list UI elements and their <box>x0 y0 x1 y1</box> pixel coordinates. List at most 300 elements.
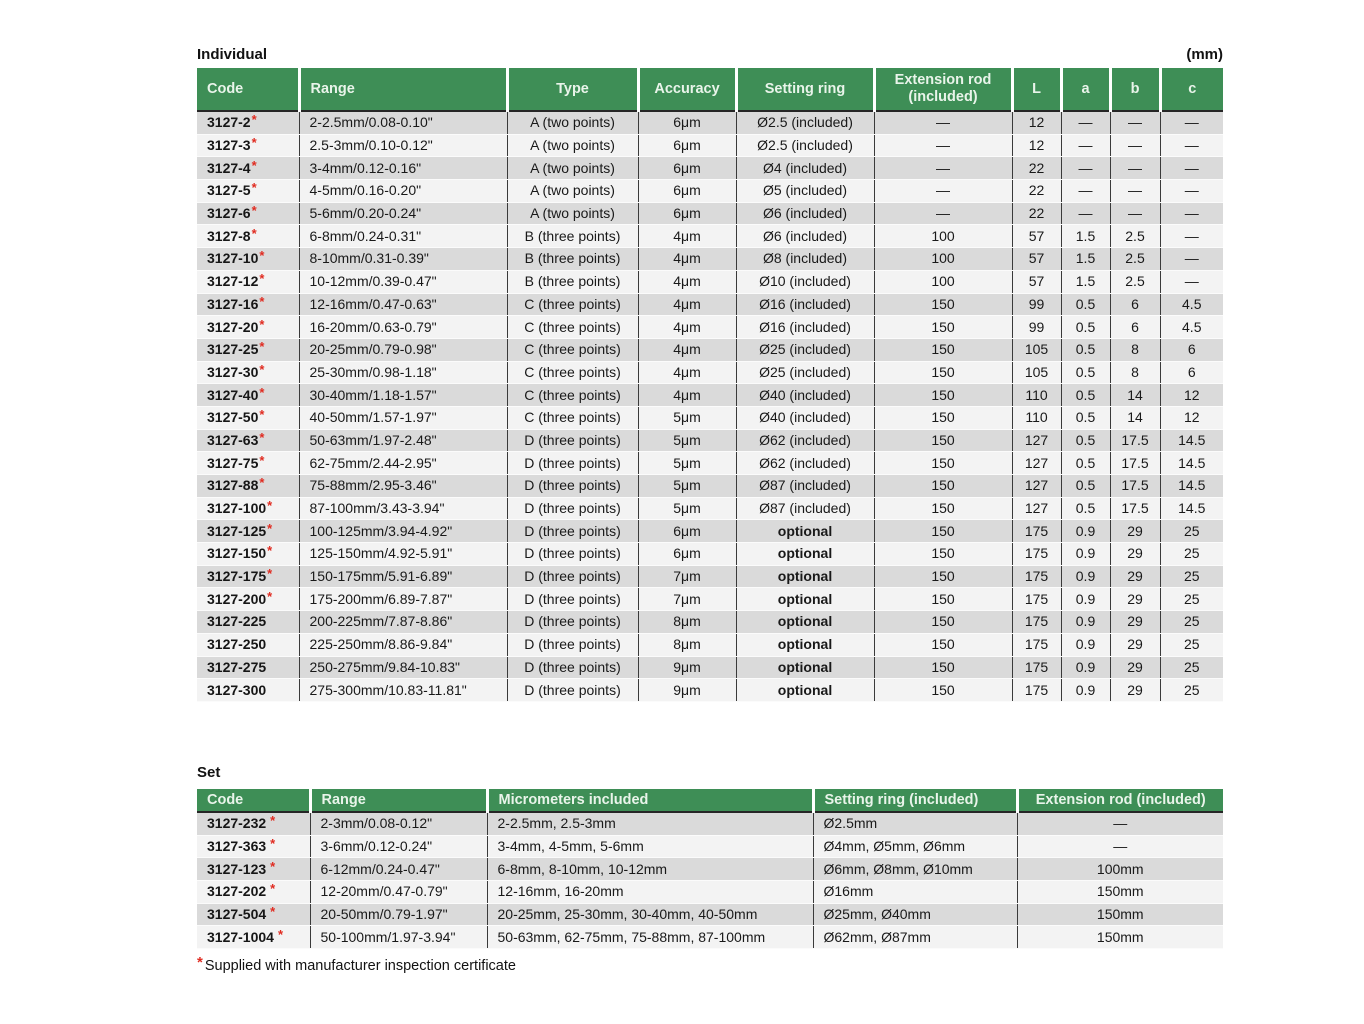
table-row <box>197 543 1223 566</box>
b-cell: 6 <box>1110 316 1160 339</box>
a-cell: 0.5 <box>1061 452 1110 475</box>
product-code: 3127-63 <box>207 431 259 448</box>
c-cell: — <box>1160 248 1223 271</box>
c-cell: 6 <box>1160 361 1223 384</box>
c-cell: 25 <box>1160 565 1223 588</box>
a-cell: — <box>1061 111 1110 134</box>
table-row <box>197 180 1223 203</box>
range-cell: 12-16mm/0.47-0.63" <box>299 293 507 316</box>
accuracy-cell: 9μm <box>638 679 736 702</box>
extension-rod-cell: 150 <box>874 565 1012 588</box>
type-cell: D (three points) <box>507 611 638 634</box>
product-code: 3127-40 <box>207 386 259 403</box>
c-cell: — <box>1160 134 1223 157</box>
type-cell: A (two points) <box>507 180 638 203</box>
b-cell: 17.5 <box>1110 452 1160 475</box>
type-cell: C (three points) <box>507 316 638 339</box>
footnote-text: Supplied with manufacturer inspection certificate <box>204 958 516 974</box>
a-cell: 0.5 <box>1061 293 1110 316</box>
setting-ring-cell: Ø62 (included) <box>736 452 874 475</box>
setting-ring-cell: Ø25 (included) <box>736 338 874 361</box>
table-row <box>197 679 1223 702</box>
range-cell: 125-150mm/4.92-5.91" <box>299 543 507 566</box>
a-cell: 0.5 <box>1061 316 1110 339</box>
type-cell: C (three points) <box>507 361 638 384</box>
product-code: 3127-16 <box>207 295 259 312</box>
l-cell: 12 <box>1012 134 1061 157</box>
code-cell <box>197 111 299 134</box>
range-cell: 175-200mm/6.89-7.87" <box>299 588 507 611</box>
range-cell: 200-225mm/7.87-8.86" <box>299 611 507 634</box>
extension-rod-cell: — <box>874 157 1012 180</box>
extension-rod-cell: 150 <box>874 338 1012 361</box>
table-row <box>197 497 1223 520</box>
accuracy-cell: 6μm <box>638 180 736 203</box>
accuracy-cell: 7μm <box>638 565 736 588</box>
range-cell: 2-2.5mm/0.08-0.10" <box>299 111 507 134</box>
range-cell: 225-250mm/8.86-9.84" <box>299 633 507 656</box>
range-cell: 75-88mm/2.95-3.46" <box>299 475 507 498</box>
b-cell: — <box>1110 180 1160 203</box>
column-header: Code <box>197 68 299 111</box>
l-cell: 127 <box>1012 452 1061 475</box>
product-code: 3127-100 <box>207 500 267 517</box>
setting-ring-cell: optional <box>736 565 874 588</box>
certificate-star-icon: * <box>270 836 276 852</box>
certificate-star-icon: * <box>277 926 284 942</box>
unit-label: (mm) <box>1186 46 1223 63</box>
a-cell: — <box>1061 180 1110 203</box>
extension-rod-cell: 150 <box>874 475 1012 498</box>
extension-rod-cell: 150mm <box>1017 881 1223 904</box>
setting-ring-cell: optional <box>736 543 874 566</box>
c-cell: 25 <box>1160 633 1223 656</box>
setting-ring-cell: Ø4mm, Ø5mm, Ø6mm <box>813 835 1017 858</box>
setting-ring-cell: Ø2.5 (included) <box>736 134 874 157</box>
product-code: 3127-2 <box>207 114 251 131</box>
l-cell: 110 <box>1012 406 1061 429</box>
range-cell: 50-100mm/1.97-3.94" <box>310 926 487 949</box>
table-row <box>197 926 1223 949</box>
l-cell: 22 <box>1012 202 1061 225</box>
table-row <box>197 475 1223 498</box>
b-cell: 17.5 <box>1110 497 1160 520</box>
column-header: b <box>1110 68 1160 111</box>
range-cell: 250-275mm/9.84-10.83" <box>299 656 507 679</box>
table-row <box>197 858 1223 881</box>
set-header-row <box>197 789 1223 812</box>
product-code: 3127-363 <box>207 838 267 855</box>
product-code: 3127-225 <box>207 613 267 630</box>
a-cell: 0.9 <box>1061 588 1110 611</box>
accuracy-cell: 5μm <box>638 475 736 498</box>
c-cell: — <box>1160 180 1223 203</box>
column-header: L <box>1012 68 1061 111</box>
extension-rod-cell: 150 <box>874 293 1012 316</box>
code-cell <box>197 881 310 904</box>
column-header: Accuracy <box>638 68 736 111</box>
type-cell: D (three points) <box>507 656 638 679</box>
column-header: c <box>1160 68 1223 111</box>
table-row <box>197 406 1223 429</box>
l-cell: 175 <box>1012 656 1061 679</box>
set-table-body <box>197 812 1223 949</box>
c-cell: 25 <box>1160 679 1223 702</box>
accuracy-cell: 5μm <box>638 406 736 429</box>
footnote <box>197 954 516 974</box>
a-cell: 0.9 <box>1061 611 1110 634</box>
code-cell <box>197 338 299 361</box>
setting-ring-cell: optional <box>736 611 874 634</box>
b-cell: 29 <box>1110 565 1160 588</box>
certificate-star-icon: * <box>270 858 276 874</box>
certificate-star-icon: * <box>259 384 265 400</box>
type-cell: D (three points) <box>507 475 638 498</box>
range-cell: 2-3mm/0.08-0.12" <box>310 812 487 835</box>
l-cell: 175 <box>1012 588 1061 611</box>
a-cell: — <box>1061 202 1110 225</box>
column-header: Micrometers included <box>487 789 813 812</box>
b-cell: — <box>1110 111 1160 134</box>
a-cell: 0.5 <box>1061 475 1110 498</box>
code-cell <box>197 656 299 679</box>
table-row <box>197 316 1223 339</box>
c-cell: 25 <box>1160 588 1223 611</box>
a-cell: 1.5 <box>1061 248 1110 271</box>
code-cell <box>197 475 299 498</box>
range-cell: 25-30mm/0.98-1.18" <box>299 361 507 384</box>
type-cell: B (three points) <box>507 248 638 271</box>
table-row <box>197 611 1223 634</box>
l-cell: 175 <box>1012 520 1061 543</box>
l-cell: 110 <box>1012 384 1061 407</box>
column-header: Code <box>197 789 310 812</box>
certificate-star-icon: * <box>251 180 257 196</box>
a-cell: 1.5 <box>1061 225 1110 248</box>
c-cell: 14.5 <box>1160 452 1223 475</box>
extension-rod-cell: 150 <box>874 361 1012 384</box>
table-row <box>197 429 1223 452</box>
micrometers-included-cell: 20-25mm, 25-30mm, 30-40mm, 40-50mm <box>487 903 813 926</box>
range-cell: 8-10mm/0.31-0.39" <box>299 248 507 271</box>
b-cell: 6 <box>1110 293 1160 316</box>
setting-ring-cell: optional <box>736 520 874 543</box>
type-cell: A (two points) <box>507 157 638 180</box>
table-row <box>197 248 1223 271</box>
code-cell <box>197 926 310 949</box>
table-row <box>197 633 1223 656</box>
certificate-star-icon: * <box>251 157 257 173</box>
l-cell: 57 <box>1012 225 1061 248</box>
a-cell: 0.5 <box>1061 406 1110 429</box>
setting-ring-cell: optional <box>736 679 874 702</box>
accuracy-cell: 9μm <box>638 656 736 679</box>
product-code: 3127-30 <box>207 363 259 380</box>
c-cell: 25 <box>1160 520 1223 543</box>
setting-ring-cell: Ø16mm <box>813 881 1017 904</box>
extension-rod-cell: 150 <box>874 406 1012 429</box>
l-cell: 127 <box>1012 475 1061 498</box>
setting-ring-cell: Ø2.5mm <box>813 812 1017 835</box>
setting-ring-cell: optional <box>736 588 874 611</box>
c-cell: — <box>1160 111 1223 134</box>
code-cell <box>197 225 299 248</box>
range-cell: 6-8mm/0.24-0.31" <box>299 225 507 248</box>
a-cell: 0.5 <box>1061 338 1110 361</box>
a-cell: 0.5 <box>1061 497 1110 520</box>
setting-ring-cell: optional <box>736 633 874 656</box>
certificate-star-icon: * <box>270 881 276 897</box>
b-cell: 8 <box>1110 361 1160 384</box>
type-cell: B (three points) <box>507 270 638 293</box>
certificate-star-icon: * <box>267 520 273 536</box>
product-code: 3127-123 <box>207 860 267 877</box>
micrometers-included-cell: 12-16mm, 16-20mm <box>487 881 813 904</box>
type-cell: C (three points) <box>507 384 638 407</box>
code-cell <box>197 384 299 407</box>
extension-rod-cell: 150 <box>874 611 1012 634</box>
type-cell: C (three points) <box>507 406 638 429</box>
certificate-star-icon: * <box>251 135 257 151</box>
b-cell: 14 <box>1110 384 1160 407</box>
column-header: Extension rod (included) <box>1017 789 1223 812</box>
product-code: 3127-250 <box>207 636 267 653</box>
extension-rod-cell: 150mm <box>1017 926 1223 949</box>
b-cell: 29 <box>1110 520 1160 543</box>
accuracy-cell: 6μm <box>638 543 736 566</box>
code-cell <box>197 633 299 656</box>
type-cell: D (three points) <box>507 543 638 566</box>
range-cell: 12-20mm/0.47-0.79" <box>310 881 487 904</box>
certificate-star-icon: * <box>259 407 265 423</box>
product-code: 3127-200 <box>207 590 267 607</box>
l-cell: 127 <box>1012 497 1061 520</box>
extension-rod-cell: 100mm <box>1017 858 1223 881</box>
l-cell: 175 <box>1012 679 1061 702</box>
accuracy-cell: 4μm <box>638 293 736 316</box>
certificate-star-icon: * <box>259 339 265 355</box>
accuracy-cell: 6μm <box>638 111 736 134</box>
c-cell: 14.5 <box>1160 429 1223 452</box>
l-cell: 127 <box>1012 429 1061 452</box>
product-code: 3127-5 <box>207 182 251 199</box>
certificate-star-icon: * <box>267 566 273 582</box>
accuracy-cell: 5μm <box>638 452 736 475</box>
range-cell: 10-12mm/0.39-0.47" <box>299 270 507 293</box>
l-cell: 175 <box>1012 565 1061 588</box>
setting-ring-cell: Ø25 (included) <box>736 361 874 384</box>
a-cell: 0.9 <box>1061 679 1110 702</box>
c-cell: 12 <box>1160 406 1223 429</box>
range-cell: 3-4mm/0.12-0.16" <box>299 157 507 180</box>
accuracy-cell: 4μm <box>638 361 736 384</box>
product-code: 3127-10 <box>207 250 259 267</box>
certificate-star-icon: * <box>270 904 276 920</box>
column-header: Range <box>299 68 507 111</box>
range-cell: 40-50mm/1.57-1.97" <box>299 406 507 429</box>
set-section-title: Set <box>197 764 221 781</box>
extension-rod-cell: — <box>874 111 1012 134</box>
l-cell: 57 <box>1012 248 1061 271</box>
micrometers-included-cell: 6-8mm, 8-10mm, 10-12mm <box>487 858 813 881</box>
certificate-star-icon: * <box>267 498 273 514</box>
type-cell: D (three points) <box>507 429 638 452</box>
table-row <box>197 270 1223 293</box>
accuracy-cell: 6μm <box>638 202 736 225</box>
c-cell: 25 <box>1160 611 1223 634</box>
accuracy-cell: 8μm <box>638 611 736 634</box>
l-cell: 57 <box>1012 270 1061 293</box>
code-cell <box>197 270 299 293</box>
individual-table-body <box>197 111 1223 701</box>
range-cell: 20-50mm/0.79-1.97" <box>310 903 487 926</box>
type-cell: D (three points) <box>507 497 638 520</box>
extension-rod-cell: 100 <box>874 225 1012 248</box>
setting-ring-cell: Ø25mm, Ø40mm <box>813 903 1017 926</box>
type-cell: A (two points) <box>507 111 638 134</box>
b-cell: 29 <box>1110 633 1160 656</box>
product-code: 3127-232 <box>207 815 267 832</box>
accuracy-cell: 8μm <box>638 633 736 656</box>
code-cell <box>197 406 299 429</box>
c-cell: 14.5 <box>1160 497 1223 520</box>
certificate-star-icon: * <box>259 293 265 309</box>
table-row <box>197 812 1223 835</box>
c-cell: — <box>1160 202 1223 225</box>
b-cell: 14 <box>1110 406 1160 429</box>
l-cell: 175 <box>1012 611 1061 634</box>
c-cell: 6 <box>1160 338 1223 361</box>
extension-rod-cell: — <box>874 134 1012 157</box>
certificate-star-icon: * <box>267 543 273 559</box>
extension-rod-cell: 150 <box>874 656 1012 679</box>
range-cell: 2.5-3mm/0.10-0.12" <box>299 134 507 157</box>
c-cell: — <box>1160 225 1223 248</box>
product-code: 3127-175 <box>207 568 267 585</box>
extension-rod-cell: 150 <box>874 679 1012 702</box>
setting-ring-cell: Ø87 (included) <box>736 475 874 498</box>
table-row <box>197 293 1223 316</box>
c-cell: 25 <box>1160 656 1223 679</box>
l-cell: 12 <box>1012 111 1061 134</box>
setting-ring-cell: Ø40 (included) <box>736 406 874 429</box>
a-cell: 0.9 <box>1061 520 1110 543</box>
range-cell: 100-125mm/3.94-4.92" <box>299 520 507 543</box>
c-cell: — <box>1160 157 1223 180</box>
certificate-star-icon: * <box>270 813 276 829</box>
certificate-star-icon: * <box>259 475 265 491</box>
product-code: 3127-8 <box>207 227 251 244</box>
range-cell: 4-5mm/0.16-0.20" <box>299 180 507 203</box>
c-cell: 25 <box>1160 543 1223 566</box>
b-cell: 2.5 <box>1110 225 1160 248</box>
column-header: Range <box>310 789 487 812</box>
b-cell: — <box>1110 157 1160 180</box>
code-cell <box>197 588 299 611</box>
individual-section-title: Individual <box>197 46 268 63</box>
l-cell: 22 <box>1012 157 1061 180</box>
setting-ring-cell: Ø2.5 (included) <box>736 111 874 134</box>
c-cell: — <box>1160 270 1223 293</box>
type-cell: A (two points) <box>507 134 638 157</box>
b-cell: 29 <box>1110 588 1160 611</box>
product-code: 3127-12 <box>207 273 259 290</box>
b-cell: 29 <box>1110 679 1160 702</box>
b-cell: 2.5 <box>1110 248 1160 271</box>
type-cell: C (three points) <box>507 293 638 316</box>
individual-table <box>197 68 1223 702</box>
certificate-star-icon: * <box>259 429 265 445</box>
table-row <box>197 881 1223 904</box>
accuracy-cell: 5μm <box>638 429 736 452</box>
product-code: 3127-25 <box>207 341 259 358</box>
b-cell: 17.5 <box>1110 429 1160 452</box>
type-cell: C (three points) <box>507 338 638 361</box>
setting-ring-cell: Ø87 (included) <box>736 497 874 520</box>
range-cell: 3-6mm/0.12-0.24" <box>310 835 487 858</box>
c-cell: 14.5 <box>1160 475 1223 498</box>
micrometers-included-cell: 3-4mm, 4-5mm, 5-6mm <box>487 835 813 858</box>
micrometers-included-cell: 2-2.5mm, 2.5-3mm <box>487 812 813 835</box>
certificate-star-icon: * <box>251 203 257 219</box>
setting-ring-cell: Ø62mm, Ø87mm <box>813 926 1017 949</box>
a-cell: 0.9 <box>1061 633 1110 656</box>
individual-header-row <box>197 68 1223 111</box>
setting-ring-cell: Ø6 (included) <box>736 225 874 248</box>
extension-rod-cell: — <box>1017 812 1223 835</box>
extension-rod-cell: 150 <box>874 520 1012 543</box>
certificate-star-icon: * <box>259 316 265 332</box>
range-cell: 275-300mm/10.83-11.81" <box>299 679 507 702</box>
accuracy-cell: 4μm <box>638 270 736 293</box>
a-cell: — <box>1061 157 1110 180</box>
certificate-star-icon: * <box>259 452 265 468</box>
code-cell <box>197 452 299 475</box>
product-code: 3127-88 <box>207 477 259 494</box>
product-code: 3127-50 <box>207 409 259 426</box>
table-row <box>197 903 1223 926</box>
extension-rod-cell: 150 <box>874 429 1012 452</box>
product-code: 3127-75 <box>207 454 259 471</box>
l-cell: 175 <box>1012 543 1061 566</box>
product-code: 3127-275 <box>207 658 267 675</box>
extension-rod-cell: 150 <box>874 497 1012 520</box>
range-cell: 150-175mm/5.91-6.89" <box>299 565 507 588</box>
product-code: 3127-125 <box>207 522 267 539</box>
b-cell: 2.5 <box>1110 270 1160 293</box>
accuracy-cell: 6μm <box>638 134 736 157</box>
column-header: Setting ring (included) <box>813 789 1017 812</box>
b-cell: 17.5 <box>1110 475 1160 498</box>
setting-ring-cell: Ø16 (included) <box>736 316 874 339</box>
table-row <box>197 225 1223 248</box>
certificate-star-icon: * <box>267 588 273 604</box>
setting-ring-cell: optional <box>736 656 874 679</box>
code-cell <box>197 293 299 316</box>
table-row <box>197 520 1223 543</box>
accuracy-cell: 4μm <box>638 316 736 339</box>
product-code: 3127-1004 <box>207 928 274 945</box>
b-cell: 8 <box>1110 338 1160 361</box>
table-row <box>197 452 1223 475</box>
certificate-star-icon: * <box>251 112 257 128</box>
code-cell <box>197 429 299 452</box>
table-row <box>197 384 1223 407</box>
c-cell: 4.5 <box>1160 293 1223 316</box>
table-row <box>197 202 1223 225</box>
code-cell <box>197 520 299 543</box>
a-cell: 0.9 <box>1061 656 1110 679</box>
